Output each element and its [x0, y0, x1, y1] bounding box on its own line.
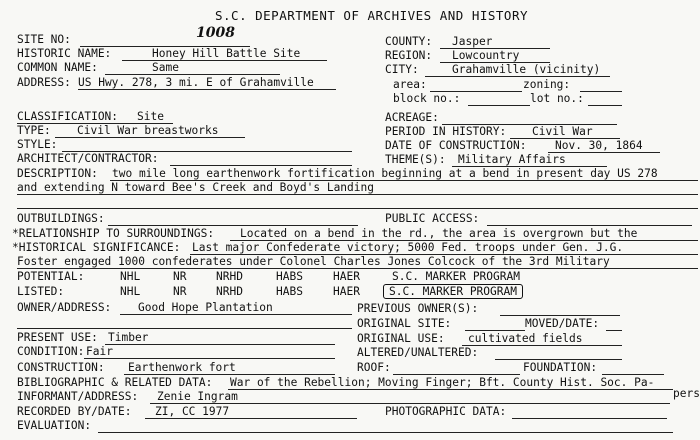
listed-haer: HAER: [333, 285, 360, 298]
address-value: US Hwy. 278, 3 mi. E of Grahamville: [78, 76, 314, 89]
foundation-label: FOUNDATION:: [523, 361, 598, 374]
public-access-line: [487, 225, 692, 226]
relationship-label: *RELATIONSHIP TO SURROUNDINGS:: [12, 227, 215, 240]
potential-nr: NR: [173, 270, 187, 283]
zoning-line: [580, 91, 622, 92]
region-value: Lowcountry: [452, 49, 520, 62]
recorded-by-line: [145, 418, 357, 419]
themes-value: Military Affairs: [458, 153, 566, 166]
foundation-line: [602, 374, 664, 375]
owner-line-2: [17, 328, 352, 329]
condition-value: Fair: [86, 345, 113, 358]
present-use-label: PRESENT USE:: [17, 331, 98, 344]
description-line-3: [17, 208, 698, 209]
significance-label: *HISTORICAL SIGNIFICANCE:: [12, 241, 181, 254]
roof-label: ROOF:: [357, 361, 391, 374]
block-no-line: [468, 105, 530, 106]
city-line: [425, 76, 610, 77]
recorded-by-label: RECORDED BY/DATE:: [17, 405, 132, 418]
original-site-line: [465, 330, 525, 331]
roof-line: [393, 374, 520, 375]
public-access-label: PUBLIC ACCESS:: [385, 212, 480, 225]
listed-label: LISTED:: [17, 285, 65, 298]
photographic-label: PHOTOGRAPHIC DATA:: [385, 405, 507, 418]
original-use-line: [462, 345, 622, 346]
site-no-handwritten: 1008: [196, 25, 235, 41]
bibliographic-line: [228, 389, 673, 390]
previous-owners-line: [500, 315, 620, 316]
relationship-value: Located on a bend in the rd., the area is overgrown but the: [240, 227, 638, 240]
description-line-2: [17, 194, 698, 195]
moved-date-label: MOVED/DATE:: [525, 317, 600, 330]
historic-name-value: Honey Hill Battle Site: [152, 47, 301, 60]
original-site-label: ORIGINAL SITE:: [357, 317, 452, 330]
potential-marker-program: S.C. MARKER PROGRAM: [392, 270, 520, 283]
historic-name-label: HISTORIC NAME:: [17, 47, 112, 60]
listed-nr: NR: [173, 285, 187, 298]
significance-value-1: Last major Confederate victory; 5000 Fed. troops under Gen. J.G.: [192, 241, 624, 254]
bibliographic-value: War of the Rebellion; Moving Finger; Bft. County Hist. Soc. Pa-: [230, 376, 655, 389]
period-label: PERIOD IN HISTORY:: [385, 125, 507, 138]
potential-habs: HABS: [276, 270, 303, 283]
potential-haer: HAER: [333, 270, 360, 283]
classification-value: Site: [137, 110, 164, 123]
present-use-line: [105, 344, 335, 345]
informant-value: Zenie Ingram: [157, 390, 238, 403]
block-no-label: block no.:: [393, 92, 461, 105]
description-label: DESCRIPTION:: [17, 167, 98, 180]
significance-value-2: Foster engaged 1000 confederates under Colonel Charles Jones Colcock of the 3rd Military: [17, 255, 610, 268]
area-label: area:: [393, 78, 427, 91]
significance-line-2: [17, 268, 698, 269]
photographic-line: [512, 418, 667, 419]
themes-label: THEME(S):: [385, 153, 446, 166]
description-value-1: two mile long earthenwork fortification beginning at a bend in present day US 278: [112, 167, 658, 180]
potential-label: POTENTIAL:: [17, 270, 85, 283]
zoning-label: zoning:: [523, 78, 571, 91]
potential-nrhd: NRHD: [216, 270, 243, 283]
original-use-label: ORIGINAL USE:: [357, 332, 445, 345]
present-use-value: Timber: [108, 331, 149, 344]
address-line: [78, 89, 336, 90]
altered-line: [495, 359, 622, 360]
previous-owners-label: PREVIOUS OWNER(S):: [357, 302, 479, 315]
owner-line: [120, 314, 352, 315]
owner-label: OWNER/ADDRESS:: [17, 301, 112, 314]
construction-line: [124, 374, 335, 375]
listed-nhl: NHL: [120, 285, 141, 298]
type-value: Civil War breastworks: [77, 124, 219, 137]
county-label: COUNTY:: [385, 35, 433, 48]
city-label: CITY:: [385, 63, 419, 76]
type-label: TYPE:: [17, 124, 51, 137]
recorded-by-value: ZI, CC 1977: [155, 405, 230, 418]
informant-line: [150, 403, 670, 404]
informant-label: INFORMANT/ADDRESS:: [17, 390, 139, 403]
potential-nhl: NHL: [120, 270, 141, 283]
region-label: REGION:: [385, 49, 433, 62]
common-name-label: COMMON NAME:: [17, 61, 98, 74]
lot-no-line: [588, 105, 622, 106]
moved-date-line: [606, 330, 622, 331]
listed-nrhd: NRHD: [216, 285, 243, 298]
owner-value: Good Hope Plantation: [138, 301, 273, 314]
architect-label: ARCHITECT/CONTRACTOR:: [17, 152, 159, 165]
architect-line: [170, 165, 352, 166]
condition-label: CONDITION:: [17, 345, 85, 358]
address-label: ADDRESS:: [17, 76, 71, 89]
listed-habs: HABS: [276, 285, 303, 298]
lot-no-label: lot no.:: [530, 92, 584, 105]
bibliographic-continued: pers: [673, 387, 700, 400]
style-label: STYLE:: [17, 138, 58, 151]
common-name-line: [105, 74, 280, 75]
original-use-value: cultivated fields: [468, 332, 583, 345]
classification-label: CLASSIFICATION:: [17, 110, 119, 123]
altered-label: ALTERED/UNALTERED:: [357, 346, 479, 359]
common-name-value: Same: [152, 61, 179, 74]
site-no-label: SITE NO:: [17, 33, 71, 46]
bibliographic-label: BIBLIOGRAPHIC & RELATED DATA:: [17, 376, 213, 389]
date-construction-label: DATE OF CONSTRUCTION:: [385, 139, 527, 152]
form-title: S.C. DEPARTMENT OF ARCHIVES AND HISTORY: [215, 8, 528, 23]
condition-line: [84, 358, 335, 359]
period-value: Civil War: [532, 125, 593, 138]
listed-marker-program-circled: S.C. MARKER PROGRAM: [383, 284, 523, 299]
construction-value: Earthenwork fort: [128, 361, 236, 374]
evaluation-label: EVALUATION:: [17, 419, 92, 432]
description-value-2: and extending N toward Bee's Creek and Boyd's Landing: [17, 181, 374, 194]
construction-label: CONSTRUCTION:: [17, 361, 105, 374]
date-construction-value: Nov. 30, 1864: [555, 139, 643, 152]
city-value: Grahamville (vicinity): [452, 63, 601, 76]
type-line: [55, 137, 245, 138]
outbuildings-line: [108, 225, 358, 226]
county-value: Jasper: [452, 35, 493, 48]
outbuildings-label: OUTBUILDINGS:: [17, 212, 105, 225]
evaluation-line: [98, 432, 673, 433]
acreage-label: ACREAGE:: [385, 111, 439, 124]
